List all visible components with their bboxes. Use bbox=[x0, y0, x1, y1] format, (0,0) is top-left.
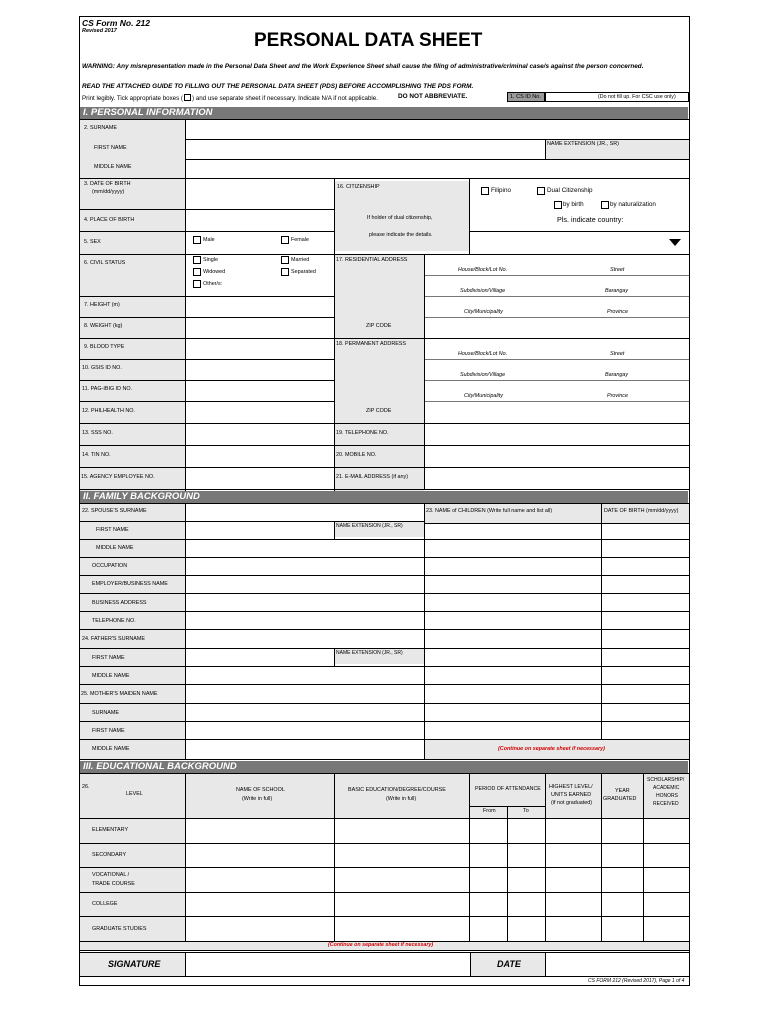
received-header: RECEIVED bbox=[653, 801, 679, 807]
signature-label: SIGNATURE bbox=[108, 959, 161, 969]
weight-label: 8. WEIGHT (kg) bbox=[84, 323, 123, 329]
no-abbreviate-text: DO NOT ABBREVIATE. bbox=[398, 93, 468, 100]
res-barangay-label: Barangay bbox=[605, 288, 629, 294]
not-graduated-header: (if not graduated) bbox=[551, 800, 593, 806]
female-checkbox[interactable] bbox=[281, 236, 289, 244]
highest-level-header: HIGHEST LEVEL/ bbox=[549, 784, 593, 790]
gsis-label: 10. GSIS ID NO. bbox=[82, 365, 122, 371]
dual-citizenship-checkbox[interactable] bbox=[537, 187, 545, 195]
mother-first-name-label: FIRST NAME bbox=[92, 728, 125, 734]
education-level-column bbox=[80, 818, 185, 941]
units-earned-header: UNITS EARNED bbox=[551, 792, 592, 798]
res-city-label: City/Municipality bbox=[464, 309, 503, 315]
mother-middle-name-label: MIDDLE NAME bbox=[92, 746, 130, 752]
graduate-studies-label: GRADUATE STUDIES bbox=[92, 926, 147, 932]
section-family-background: II. FAMILY BACKGROUND bbox=[80, 491, 688, 503]
elementary-label: ELEMENTARY bbox=[92, 827, 129, 833]
dob-format-label: (mm/dd/yyyy) bbox=[92, 189, 125, 195]
cs-id-label: 1. CS ID No. bbox=[510, 94, 541, 100]
section-educational-background: III. EDUCATIONAL BACKGROUND bbox=[80, 761, 688, 773]
page-footer: CS FORM 212 (Revised 2017), Page 1 of 4 bbox=[588, 978, 685, 984]
father-first-name-label: FIRST NAME bbox=[92, 655, 125, 661]
spouse-name-ext-label: NAME EXTENSION (JR., SR) bbox=[336, 523, 403, 529]
perm-barangay-label: Barangay bbox=[605, 372, 629, 378]
from-header: From bbox=[483, 808, 496, 814]
pob-label: 4. PLACE OF BIRTH bbox=[84, 217, 135, 223]
date-label: DATE bbox=[497, 959, 521, 969]
revised-label: Revised 2017 bbox=[82, 28, 117, 34]
school-header-note: (Write in full) bbox=[242, 796, 273, 802]
male-label: Male bbox=[203, 237, 215, 243]
residential-address-label: 17. RESIDENTIAL ADDRESS bbox=[336, 257, 408, 263]
csc-use-note: (Do not fill up. For CSC use only) bbox=[598, 94, 676, 100]
father-name-ext-label: NAME EXTENSION (JR., SR) bbox=[336, 650, 403, 656]
period-header: PERIOD OF ATTENDANCE bbox=[475, 786, 541, 792]
perm-house-label: House/Block/Lot No. bbox=[458, 351, 508, 357]
perm-zip-label: ZIP CODE bbox=[366, 408, 392, 414]
filipino-checkbox[interactable] bbox=[481, 187, 489, 195]
tin-label: 14. TIN NO. bbox=[82, 452, 111, 458]
course-header-note: (Write in full) bbox=[386, 796, 417, 802]
married-label: Married bbox=[291, 257, 310, 263]
male-checkbox[interactable] bbox=[193, 236, 201, 244]
res-zip-label: ZIP CODE bbox=[366, 323, 392, 329]
widowed-label: Widowed bbox=[203, 269, 226, 275]
warning-text: WARNING: Any misrepresentation made in the Personal Data Sheet and the Work Experience Sheet shall cause the filing of administrative/criminal case/s against the person concerned. bbox=[82, 63, 644, 70]
section-personal-information: I. PERSONAL INFORMATION bbox=[80, 107, 688, 119]
mother-surname-label: SURNAME bbox=[92, 710, 119, 716]
form-number: CS Form No. 212 bbox=[82, 18, 151, 28]
by-naturalization-checkbox[interactable] bbox=[601, 201, 609, 209]
to-header: To bbox=[523, 808, 529, 814]
vocational-label: VOCATIONAL / bbox=[92, 872, 130, 878]
email-label: 21. E-MAIL ADDRESS (if any) bbox=[336, 474, 408, 480]
civil-status-label: 6. CIVIL STATUS bbox=[84, 260, 126, 266]
permanent-address-label: 18. PERMANENT ADDRESS bbox=[336, 341, 406, 347]
single-checkbox[interactable] bbox=[193, 256, 201, 264]
female-label: Female bbox=[291, 237, 309, 243]
by-birth-checkbox[interactable] bbox=[554, 201, 562, 209]
perm-city-label: City/Municipality bbox=[464, 393, 503, 399]
child-dob-header: DATE OF BIRTH (mm/dd/yyyy) bbox=[604, 508, 679, 514]
by-naturalization-label: by naturalization bbox=[610, 201, 656, 208]
middle-name-label: MIDDLE NAME bbox=[94, 164, 132, 170]
res-province-label: Province bbox=[607, 309, 628, 315]
mother-maiden-name-label: 25. MOTHER'S MAIDEN NAME bbox=[81, 691, 158, 697]
father-middle-name-label: MIDDLE NAME bbox=[92, 673, 130, 679]
widowed-checkbox[interactable] bbox=[193, 268, 201, 276]
scholarship-header: SCHOLARSHIP/ bbox=[647, 777, 685, 783]
personal-label-column bbox=[80, 119, 185, 501]
filipino-label: Filipino bbox=[491, 187, 511, 194]
honors-header: HONORS bbox=[656, 793, 678, 799]
form-title: PERSONAL DATA SHEET bbox=[254, 30, 483, 51]
family-continue-note: (Continue on separate sheet if necessary) bbox=[498, 746, 605, 752]
perm-subdivision-label: Subdivision/Village bbox=[460, 372, 506, 378]
citizenship-label: 16. CITIZENSHIP bbox=[337, 184, 380, 190]
signature-field[interactable] bbox=[186, 953, 470, 976]
business-telephone-label: TELEPHONE NO. bbox=[92, 618, 136, 624]
others-label: Other/s: bbox=[203, 281, 223, 287]
dual-citizenship-label: Dual Citizenship bbox=[547, 187, 593, 194]
separated-label: Separated bbox=[291, 269, 316, 275]
res-street-label: Street bbox=[610, 267, 625, 273]
pagibig-label: 11. PAG-IBIG ID NO. bbox=[82, 386, 133, 392]
secondary-label: SECONDARY bbox=[92, 852, 127, 858]
dob-label: 3. DATE OF BIRTH bbox=[84, 181, 131, 187]
print-legibly-text: Print legibly. Tick appropriate boxes ( ) and use separate sheet if necessary. Indicate N/A if not applicable. bbox=[82, 95, 378, 102]
address-label-column bbox=[334, 254, 424, 501]
education-continue-note: (Continue on separate sheet if necessary) bbox=[328, 942, 434, 948]
education-header-bg bbox=[80, 773, 689, 818]
college-label: COLLEGE bbox=[92, 901, 118, 907]
dual-note-a: If holder of dual citizenship, bbox=[367, 215, 433, 221]
academic-header: ACADEMIC bbox=[653, 785, 680, 791]
spouse-middle-name-label: MIDDLE NAME bbox=[96, 545, 134, 551]
dual-note-b: please indicate the details. bbox=[369, 232, 433, 238]
separated-checkbox[interactable] bbox=[281, 268, 289, 276]
others-checkbox[interactable] bbox=[193, 280, 201, 288]
married-checkbox[interactable] bbox=[281, 256, 289, 264]
sss-label: 13. SSS NO. bbox=[82, 430, 113, 436]
read-guide-text: READ THE ATTACHED GUIDE TO FILLING OUT THE PERSONAL DATA SHEET (PDS) BEFORE ACCOMPLISHING THE PDS FORM. bbox=[82, 83, 474, 90]
mobile-label: 20. MOBILE NO. bbox=[336, 452, 377, 458]
blood-type-label: 9. BLOOD TYPE bbox=[84, 344, 125, 350]
father-surname-label: 24. FATHER'S SURNAME bbox=[82, 636, 145, 642]
name-extension-label: NAME EXTENSION (JR., SR) bbox=[547, 141, 619, 147]
country-dropdown[interactable] bbox=[469, 231, 689, 254]
school-header: NAME OF SCHOOL bbox=[236, 787, 285, 793]
first-name-label: FIRST NAME bbox=[94, 145, 127, 151]
date-field[interactable] bbox=[546, 953, 689, 976]
spouse-first-name-label: FIRST NAME bbox=[96, 527, 129, 533]
level-header: LEVEL bbox=[126, 791, 143, 797]
sample-checkbox-icon bbox=[184, 94, 191, 101]
dropdown-arrow-icon bbox=[669, 239, 681, 246]
spouse-surname-label: 22. SPOUSE'S SURNAME bbox=[82, 508, 147, 514]
perm-street-label: Street bbox=[610, 351, 625, 357]
perm-province-label: Province bbox=[607, 393, 628, 399]
telephone-label: 19. TELEPHONE NO. bbox=[336, 430, 389, 436]
indicate-country-label: Pls. indicate country: bbox=[557, 215, 624, 224]
occupation-label: OCCUPATION bbox=[92, 563, 128, 569]
course-header: BASIC EDUCATION/DEGREE/COURSE bbox=[348, 787, 446, 793]
education-item-number: 26. bbox=[82, 784, 90, 790]
business-address-label: BUSINESS ADDRESS bbox=[92, 600, 147, 606]
year-header: YEAR bbox=[615, 788, 630, 794]
trade-course-label: TRADE COURSE bbox=[92, 881, 135, 887]
res-subdivision-label: Subdivision/Village bbox=[460, 288, 506, 294]
personal-data-sheet bbox=[79, 16, 690, 986]
res-house-label: House/Block/Lot No. bbox=[458, 267, 508, 273]
children-header: 23. NAME of CHILDREN (Write full name and list all) bbox=[426, 508, 553, 514]
single-label: Single bbox=[203, 257, 218, 263]
philhealth-label: 12. PHILHEALTH NO. bbox=[82, 408, 135, 414]
agency-no-label: 15. AGENCY EMPLOYEE NO. bbox=[81, 474, 155, 480]
surname-label: 2. SURNAME bbox=[84, 125, 117, 131]
height-label: 7. HEIGHT (m) bbox=[84, 302, 120, 308]
employer-label: EMPLOYER/BUSINESS NAME bbox=[92, 581, 168, 587]
graduated-header: GRADUATED bbox=[603, 796, 637, 802]
by-birth-label: by birth bbox=[563, 201, 584, 208]
sex-label: 5. SEX bbox=[84, 239, 101, 245]
